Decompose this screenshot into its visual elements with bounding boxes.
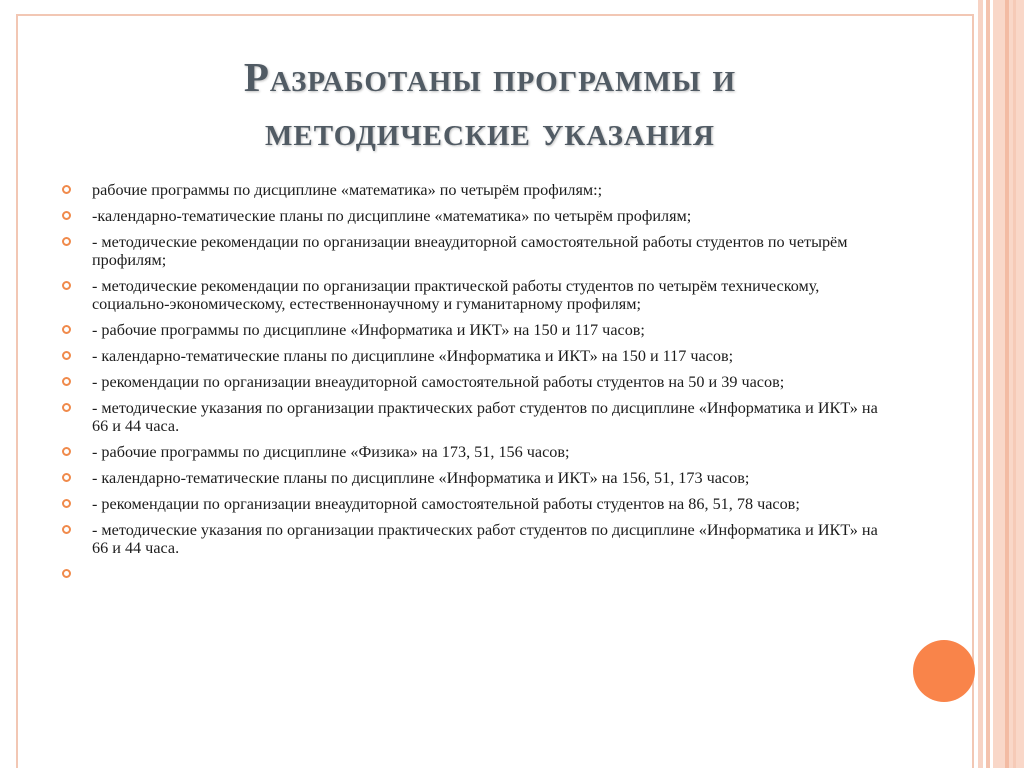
list-item (60, 495, 890, 513)
list-item (60, 399, 890, 435)
list-item-text: - методические указания по организации практических работ студентов по дисциплине «Информатика и ИКТ» на 66 и 44 часа. (92, 521, 878, 557)
list-item-text: - рекомендации по организации внеаудиторной самостоятельной работы студентов на 50 и 39 часов; (92, 373, 785, 391)
decorative-stripe (986, 0, 990, 768)
list-item (60, 277, 890, 313)
bullet-circle-icon (62, 351, 71, 360)
bullet-circle-icon (62, 525, 71, 534)
bullet-circle-icon (62, 211, 71, 220)
list-item (60, 207, 890, 225)
list-item (60, 321, 890, 339)
decorative-stripe (978, 0, 983, 768)
list-item-text: - рекомендации по организации внеаудиторной самостоятельной работы студентов на 86, 51, 78 часов; (92, 495, 800, 513)
bullet-circle-icon (62, 403, 71, 412)
bullet-circle-icon (62, 499, 71, 508)
list-item (60, 347, 890, 365)
bullet-circle-icon (62, 237, 71, 246)
list-item-text: - методические рекомендации по организации внеаудиторной самостоятельной работы студентов по четырём профилям; (92, 233, 848, 269)
bullet-circle-icon (62, 325, 71, 334)
bullet-circle-icon (62, 185, 71, 194)
decorative-stripe (1005, 0, 1009, 768)
list-item (60, 521, 890, 557)
list-item (60, 443, 890, 461)
decorative-circle (913, 640, 975, 702)
title-line-2: методические указания (265, 108, 715, 154)
list-item (60, 181, 890, 199)
list-item-text: - методические указания по организации практических работ студентов по дисциплине «Информатика и ИКТ» на 66 и 44 часа. (92, 399, 878, 435)
list-item-text: - рабочие программы по дисциплине «Физика» на 173, 51, 156 часов; (92, 443, 570, 461)
list-item-text: -календарно-тематические планы по дисциплине «математика» по четырём профилям; (92, 207, 692, 225)
list-item-text: - рабочие программы по дисциплине «Информатика и ИКТ» на 150 и 117 часов; (92, 321, 645, 339)
bullet-circle-icon (62, 281, 71, 290)
list-item (60, 233, 890, 269)
bullet-circle-icon (62, 473, 71, 482)
bullet-list (60, 181, 890, 565)
slide-title (60, 50, 920, 158)
decorative-stripe (1013, 0, 1016, 768)
list-item (60, 373, 890, 391)
list-item-text: - календарно-тематические планы по дисциплине «Информатика и ИКТ» на 156, 51, 173 часов; (92, 469, 750, 487)
title-line-1: Разработаны программы и (243, 54, 737, 100)
bullet-circle-icon (62, 377, 71, 386)
list-item-text: - методические рекомендации по организации практической работы студентов по четырём техническому, социально-экономическому, естественнонаучному и гуманитарному профилям; (92, 277, 820, 313)
bullet-circle-icon (62, 447, 71, 456)
list-item-text: рабочие программы по дисциплине «математика» по четырём профилям:; (92, 181, 603, 199)
list-item-text: - календарно-тематические планы по дисциплине «Информатика и ИКТ» на 150 и 117 часов; (92, 347, 734, 365)
bullet-circle-icon (62, 569, 71, 578)
list-item (60, 469, 890, 487)
